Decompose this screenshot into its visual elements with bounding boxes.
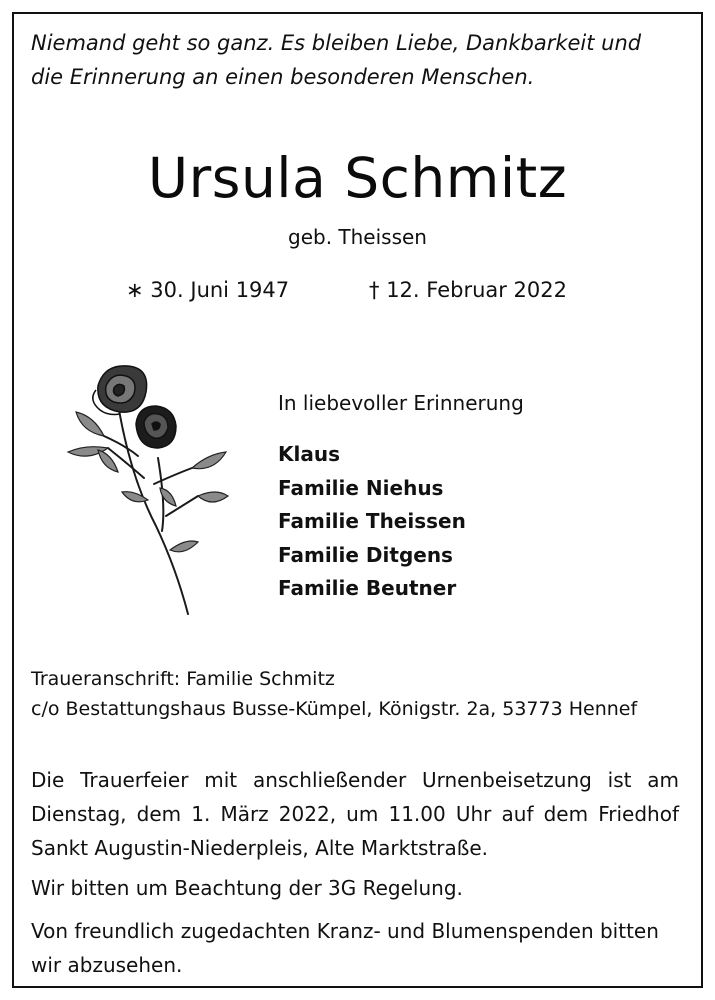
mourner-item: Klaus [278,442,340,466]
flowers-request-text: Von freundlich zugedachten Kranz- und Blumenspenden bitten wir abzusehen. [31,919,659,977]
birth-date: 30. Juni 1947 [150,278,290,302]
motto [31,26,691,94]
rose-icon [58,356,238,621]
mourner-item: Familie Theissen [278,509,466,533]
address-line-2: c/o Bestattungshaus Busse-Kümpel, Königstr. 2a, 53773 Hennef [31,698,638,720]
deceased-name: Ursula Schmitz [147,146,568,210]
birth-date-line [126,274,289,306]
death-cross-icon: † [369,278,380,302]
death-date-line [369,274,567,306]
mourner-item: Familie Ditgens [278,542,453,567]
birth-star-icon: ∗ [126,278,144,302]
death-date: 12. Februar 2022 [386,278,568,302]
memorial-heading: In liebevoller Erinnerung [278,391,524,415]
mourner-item: Familie Beutner [278,576,457,600]
ceremony-text: Die Trauerfeier mit anschließender Urnenbeisetzung ist am Dienstag, dem 1. März 2022, um 11.00 Uhr auf dem Friedhof Sankt Augustin-Niederpleis, Alte Marktstraße. [31,768,679,860]
mourner-list [278,438,466,606]
notice-3g-text: Wir bitten um Beachtung der 3G Regelung. [31,876,463,900]
mourning-address [31,664,637,724]
motto-line-1: Niemand geht so ganz. Es bleiben Liebe, Dankbarkeit und [31,31,642,55]
mourner-item: Familie Niehus [278,475,444,500]
maiden-name: geb. Theissen [288,225,427,249]
motto-line-2: die Erinnerung an einen besonderen Menschen. [31,65,535,89]
address-line-1: Traueranschrift: Familie Schmitz [31,668,335,690]
